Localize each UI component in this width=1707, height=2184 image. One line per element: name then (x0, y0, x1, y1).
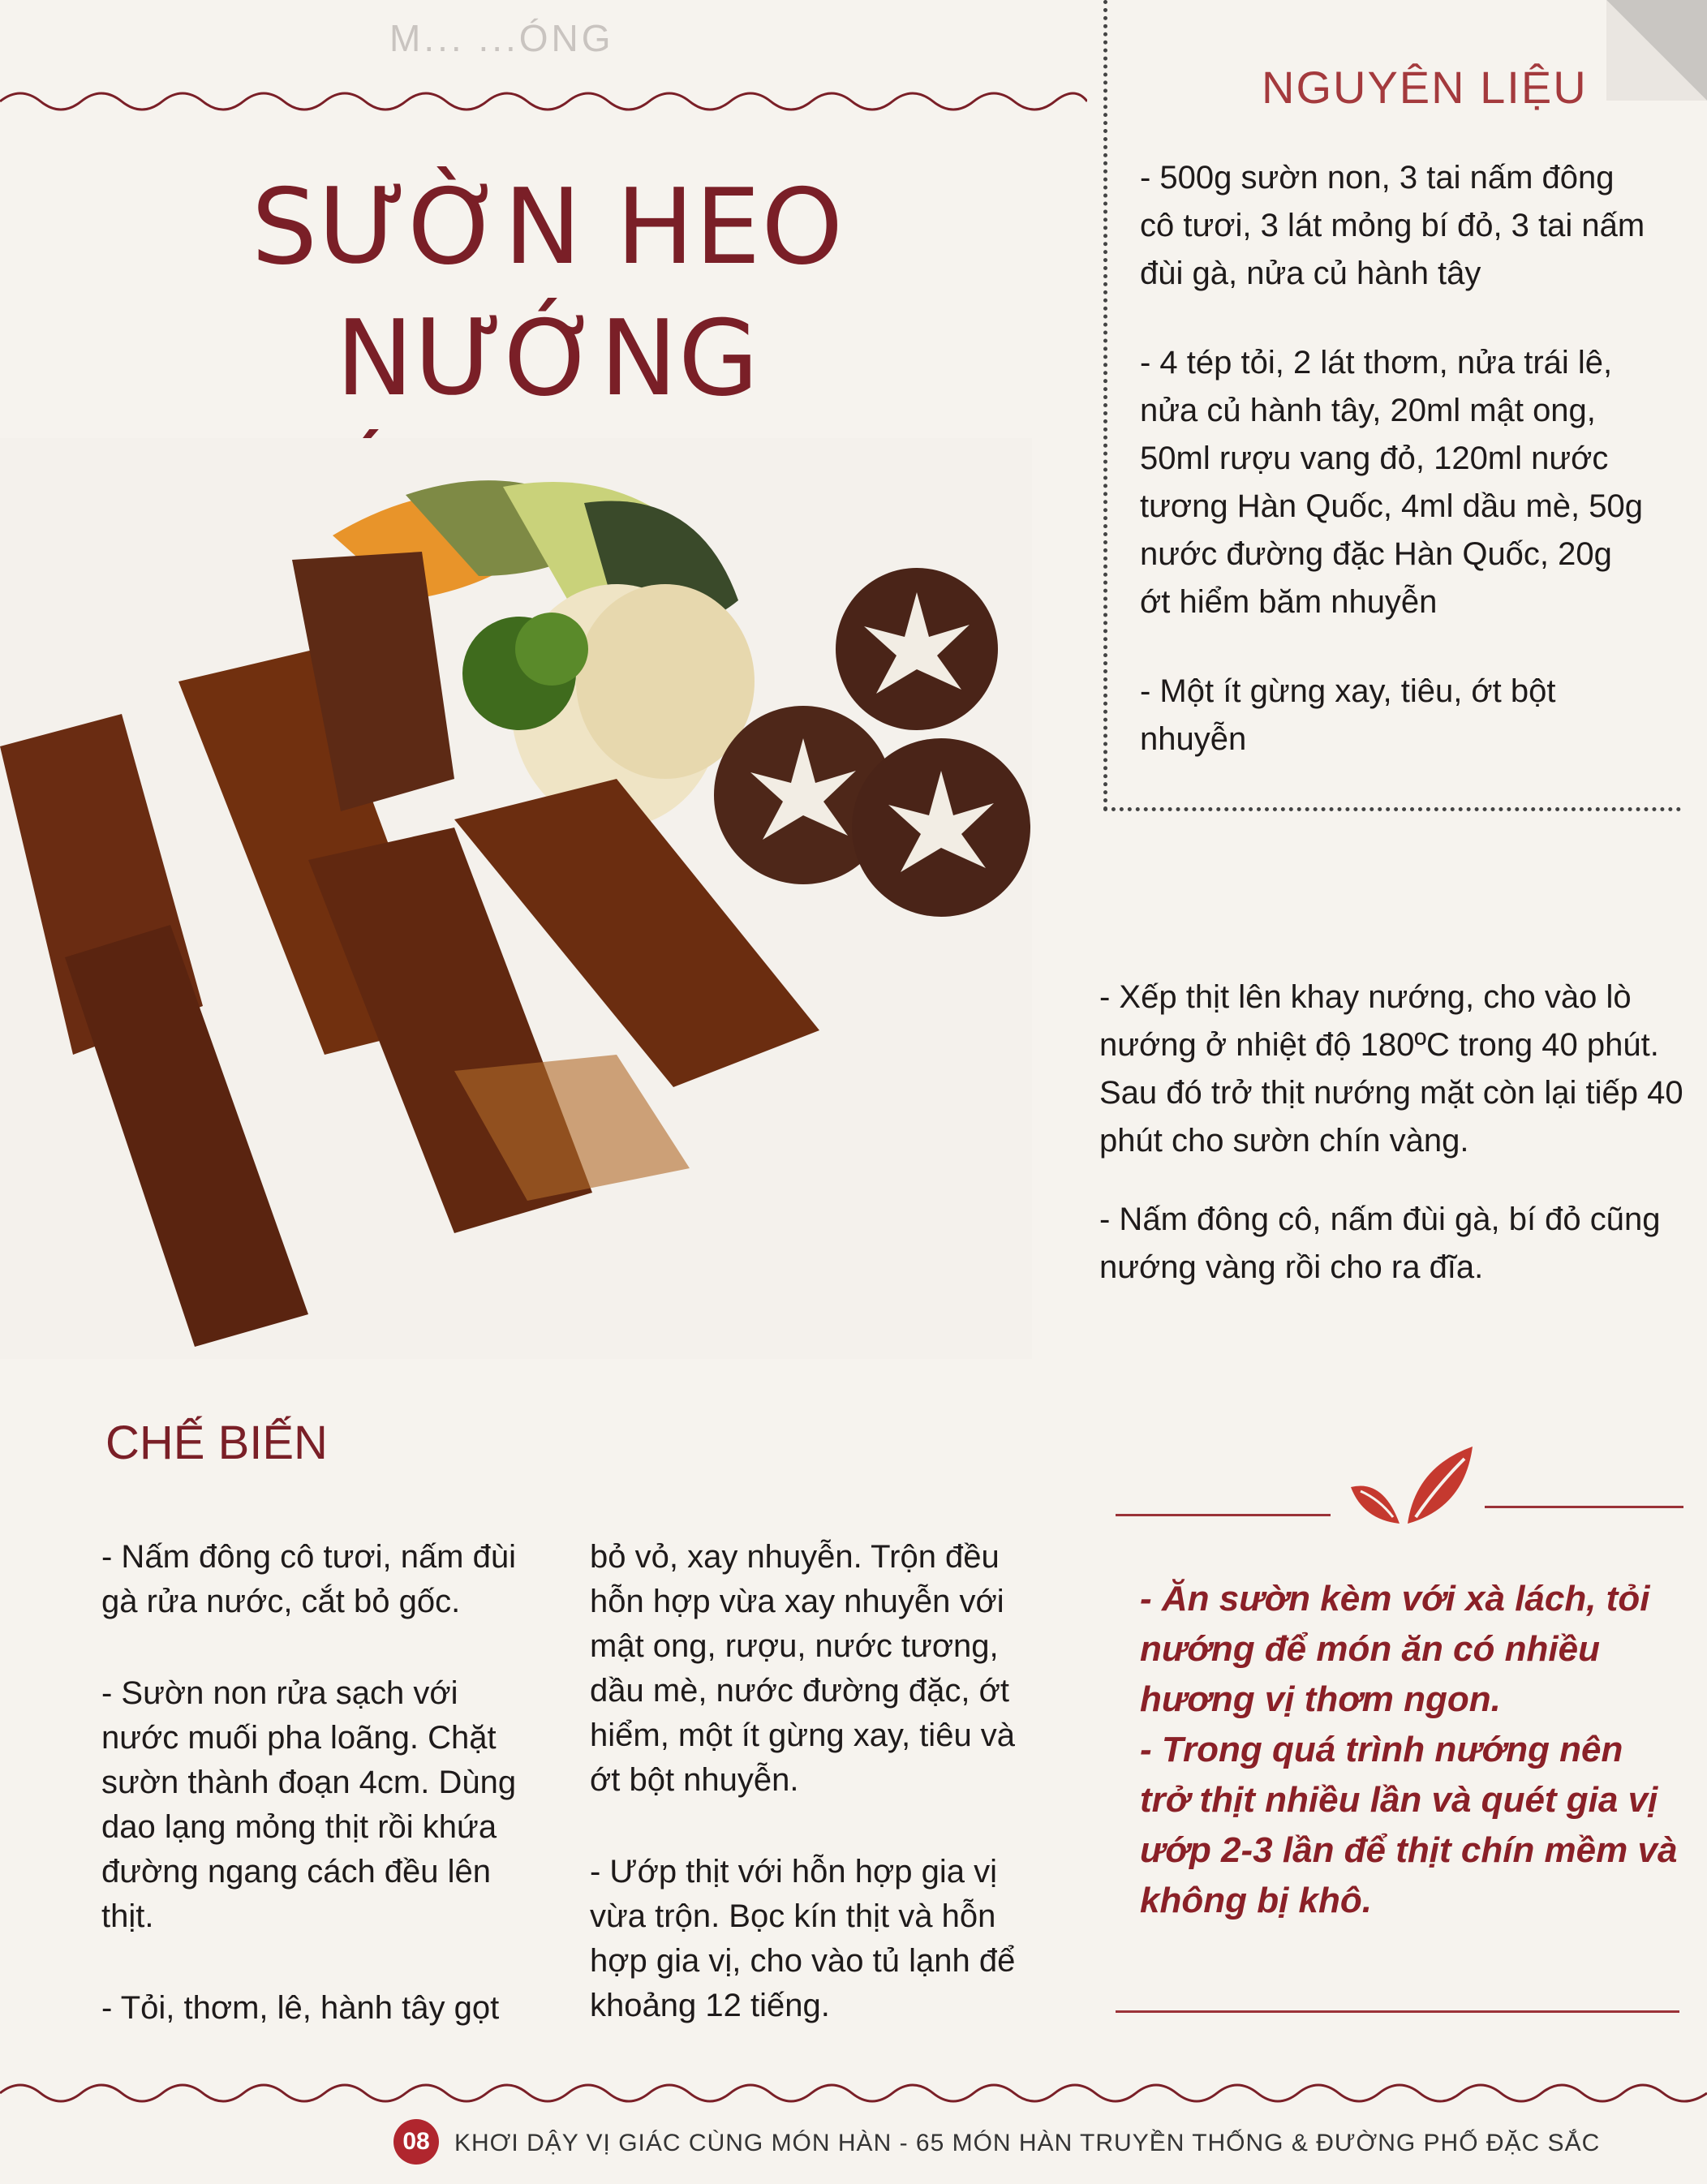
recipe-title-line1: SƯỜN HEO NƯỚNG (251, 167, 845, 419)
cooking-step: - Xếp thịt lên khay nướng, cho vào lò nướng ở nhiệt độ 180ºC trong 40 phút. Sau đó trở thịt nướng mặt còn lại tiếp 40 phút cho sườn chín vàng. (1099, 979, 1683, 1159)
ingredient-item: - 4 tép tỏi, 2 lát thơm, nửa trái lê, nửa củ hành tây, 20ml mật ong, 50ml rượu vang đỏ, 120ml nước tương Hàn Quốc, 4ml dầu mè, 50g nước đường đặc Hàn Quốc, 20g ớt hiểm băm nhuyễn (1140, 345, 1643, 620)
tip-divider-right (1485, 1506, 1683, 1508)
cooking-step: - Nấm đông cô, nấm đùi gà, bí đỏ cũng nướng vàng rồi cho ra đĩa. (1099, 1202, 1661, 1285)
ribs-photo (0, 438, 1032, 1359)
tips-box (1140, 1574, 1679, 1926)
preparation-step: bỏ vỏ, xay nhuyễn. Trộn đều hỗn hợp vừa xay nhuyễn với mật ong, rượu, nước tương, dầu mè, nước đường đặc, ớt hiểm, một ít gừng xay, tiêu và ớt bột nhuyễn. (590, 1539, 1016, 1798)
preparation-column-1 (101, 1535, 544, 2078)
tip-item: - Trong quá trình nướng nên trở thịt nhiều lần và quét gia vị ướp 2-3 lần để thịt chín mềm và không bị khô. (1140, 1730, 1678, 1920)
page-number-badge: 08 (393, 2119, 439, 2165)
ingredients-title: NGUYÊN LIỆU (1262, 62, 1588, 113)
preparation-title: CHẾ BIẾN (105, 1417, 328, 1469)
ingredient-item: - Một ít gừng xay, tiêu, ớt bột nhuyễn (1140, 673, 1556, 757)
tip-item: - Ăn sườn kèm với xà lách, tỏi nướng để món ăn có nhiều hương vị thơm ngon. (1140, 1579, 1650, 1719)
preparation-step: - Ướp thịt với hỗn hợp gia vị vừa trộn. Bọc kín thịt và hỗn hợp gia vị, cho vào tủ lạnh để khoảng 12 tiếng. (590, 1854, 1016, 2023)
tip-divider-left (1116, 1514, 1331, 1516)
tip-divider-bottom (1116, 2010, 1679, 2013)
ingredient-item: - 500g sườn non, 3 tai nấm đông cô tươi, 3 lát mỏng bí đỏ, 3 tai nấm đùi gà, nửa củ hành tây (1140, 160, 1645, 291)
bottom-wave-divider (0, 2073, 1707, 2113)
leaf-icon (1343, 1442, 1481, 1532)
running-header: M... ...ÓNG (389, 17, 614, 59)
footer-text: KHƠI DẬY VỊ GIÁC CÙNG MÓN HÀN - 65 MÓN HÀN TRUYỀN THỐNG & ĐƯỜNG PHỐ ĐẶC SẮC (454, 2130, 1601, 2156)
preparation-step: - Sườn non rửa sạch với nước muối pha loãng. Chặt sườn thành đoạn 4cm. Dùng dao lạng mỏng thịt rồi khứa đường ngang cách đều lên thịt. (101, 1675, 517, 1934)
preparation-step: - Nấm đông cô tươi, nấm đùi gà rửa nước, cắt bỏ gốc. (101, 1539, 516, 1619)
preparation-step: - Tỏi, thơm, lê, hành tây gọt (101, 1990, 500, 2026)
preparation-column-2 (590, 1535, 1032, 2075)
top-wave-divider (0, 81, 1087, 122)
